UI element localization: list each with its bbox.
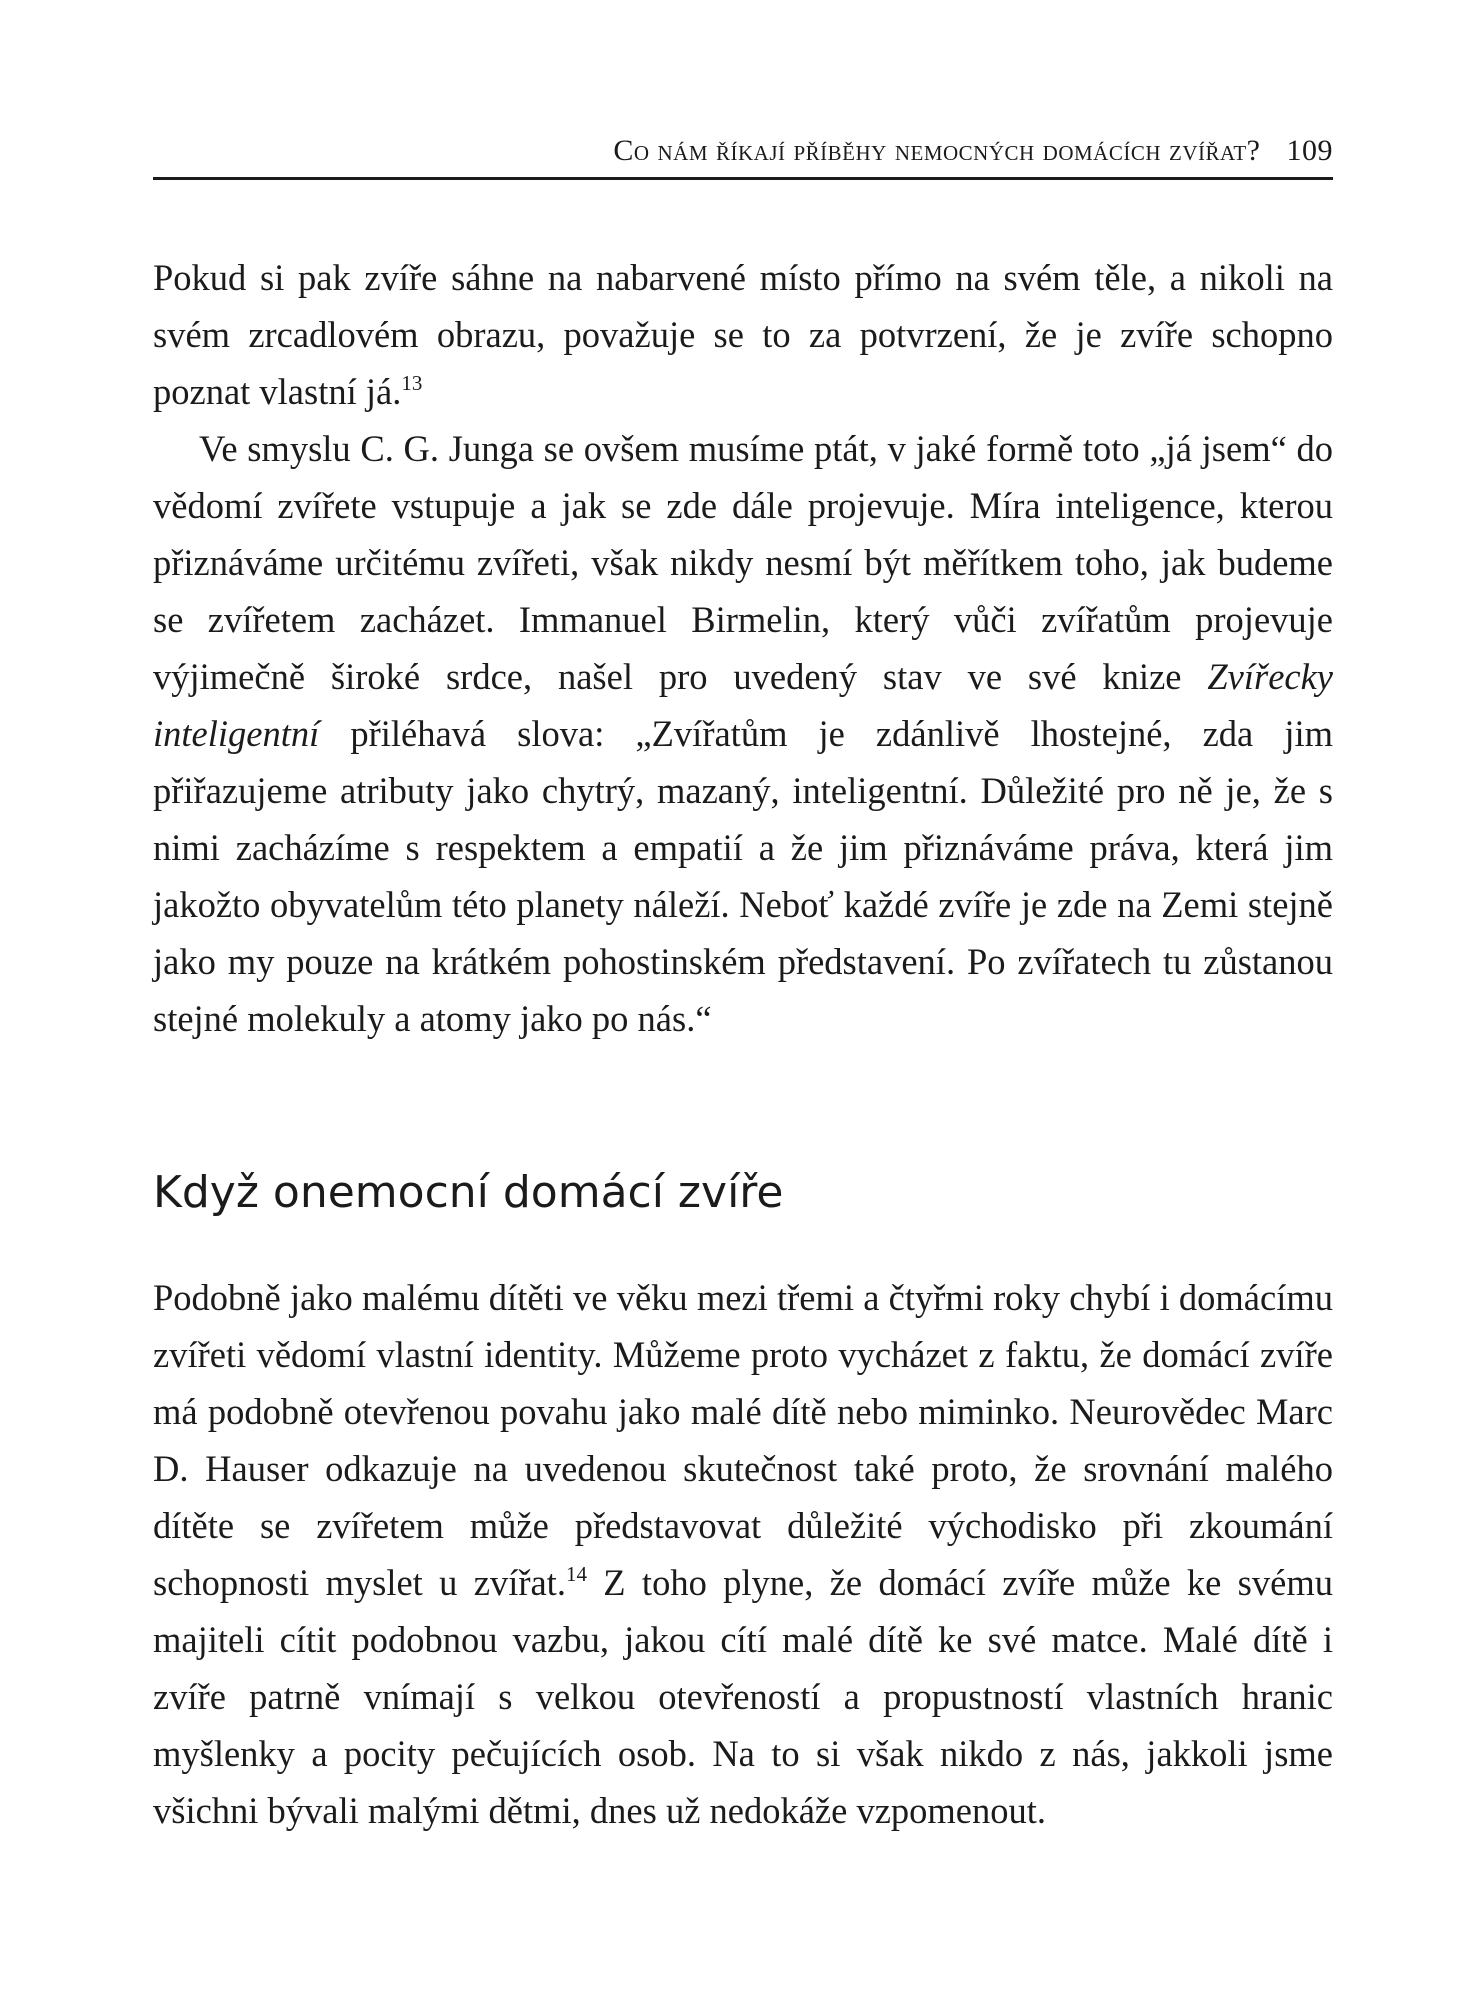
footnote-ref-14: 14 [565,1562,587,1586]
book-page [153,0,1333,2000]
paragraph-2 [153,420,1333,1047]
section-heading: Když onemocní domácí zvíře [153,1167,784,1218]
running-title: Co nám říkají příběhy nemocných domácích zvířat? [613,134,1261,167]
book-title: Zvířecky inteligentní [153,656,1333,754]
text-block-lower [153,1269,1333,1839]
footnote-ref-13: 13 [401,371,423,395]
paragraph-1 [153,249,1333,420]
header-rule [153,177,1333,180]
paragraph-3 [153,1269,1333,1839]
paragraph-2-text-a: Ve smyslu C. G. Junga se ovšem musíme ptát, v jaké formě toto „já jsem“ do vědomí zvířete vstupuje a jak se zde dále projevuje. Míra inteligence, kterou přiznáváme určitému zvířeti, však nikdy nesmí být měřítkem toho, jak budeme se zvířetem zacházet. Immanuel Birmelin, který vůči zvířatům projevuje výjimečně široké srdce, našel pro uvedený stav ve své knize [153,428,1333,697]
text-block-upper [153,249,1333,1047]
paragraph-3-text-b: Z toho plyne, že domácí zvíře může ke svému majiteli cítit podobnou vazbu, jakou cítí malé dítě ke své matce. Malé dítě i zvíře patrně vnímají s velkou otevřeností a propustností vlastních hranic myšlenky a pocity pečujících osob. Na to si však nikdo z nás, jakkoli jsme všichni bývali malými dětmi, dnes už nedokáže vzpomenout. [153,1562,1333,1831]
paragraph-2-text-b: přiléhavá slova: „Zvířatům je zdánlivě lhostejné, zda jim přiřazujeme atributy jako chytrý, mazaný, inteligentní. Důležité pro ně je, že s nimi zacházíme s respektem a empatií a že jim přiznáváme práva, která jim jakožto obyvatelům této planety náleží. Neboť každé zvíře je zde na Zemi stejně jako my pouze na krátkém pohostinském představení. Po zvířatech tu zůstanou stejné molekuly a atomy jako po nás.“ [153,713,1333,1039]
page-number: 109 [1286,134,1333,167]
running-header [153,134,1333,174]
paragraph-1-text: Pokud si pak zvíře sáhne na nabarvené místo přímo na svém těle, a nikoli na svém zrcadlovém obrazu, považuje se to za potvrzení, že je zvíře schopno poznat vlastní já. [153,257,1333,412]
paragraph-3-text-a: Podobně jako malému dítěti ve věku mezi třemi a čtyřmi roky chybí i domácímu zvířeti vědomí vlastní identity. Můžeme proto vycházet z faktu, že domácí zvíře má podobně otevřenou povahu jako malé dítě nebo miminko. Neurovědec Marc D. Hauser odkazuje na uvedenou skutečnost také proto, že srovnání malého dítěte se zvířetem může představovat důležité východisko při zkoumání schopnosti myslet u zvířat. [153,1277,1333,1603]
